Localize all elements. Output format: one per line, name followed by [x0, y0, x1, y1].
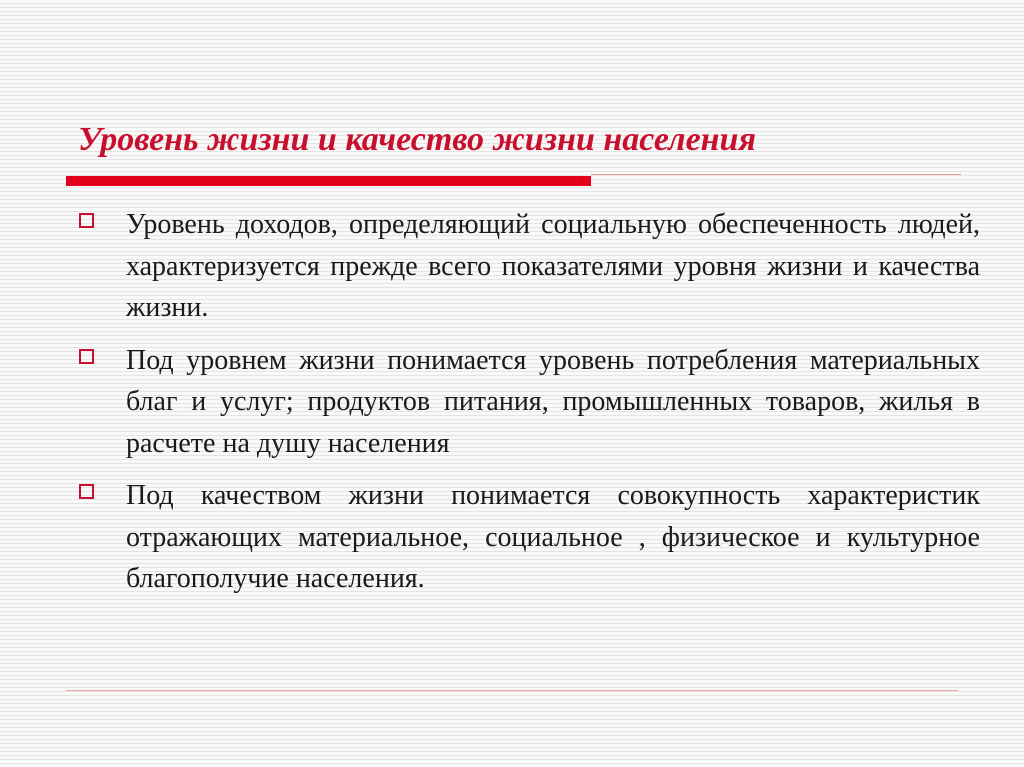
bullet-item	[75, 475, 980, 600]
square-bullet-icon	[79, 213, 94, 228]
bullet-text: Уровень доходов, определяющий социальную обеспеченность людей, характеризуется прежде всего показателями уровня жизни и качества жизни.	[126, 209, 980, 323]
title-underline-bar	[66, 176, 591, 186]
title-underline-line	[591, 174, 961, 175]
square-bullet-icon	[79, 349, 94, 364]
slide-title: Уровень жизни и качество жизни населения	[78, 121, 756, 158]
bullet-list	[75, 204, 980, 611]
bullet-item	[75, 204, 980, 329]
bullet-item	[75, 340, 980, 465]
footer-divider	[66, 690, 958, 691]
bullet-text: Под уровнем жизни понимается уровень потребления материальных благ и услуг; продуктов питания, промышленных товаров, жилья в расчете на душу населения	[126, 344, 980, 459]
bullet-text: Под качеством жизни понимается совокупность характеристик отражающих материальное, социальное , физическое и культурное благополучие населения.	[126, 480, 980, 594]
square-bullet-icon	[79, 484, 94, 499]
